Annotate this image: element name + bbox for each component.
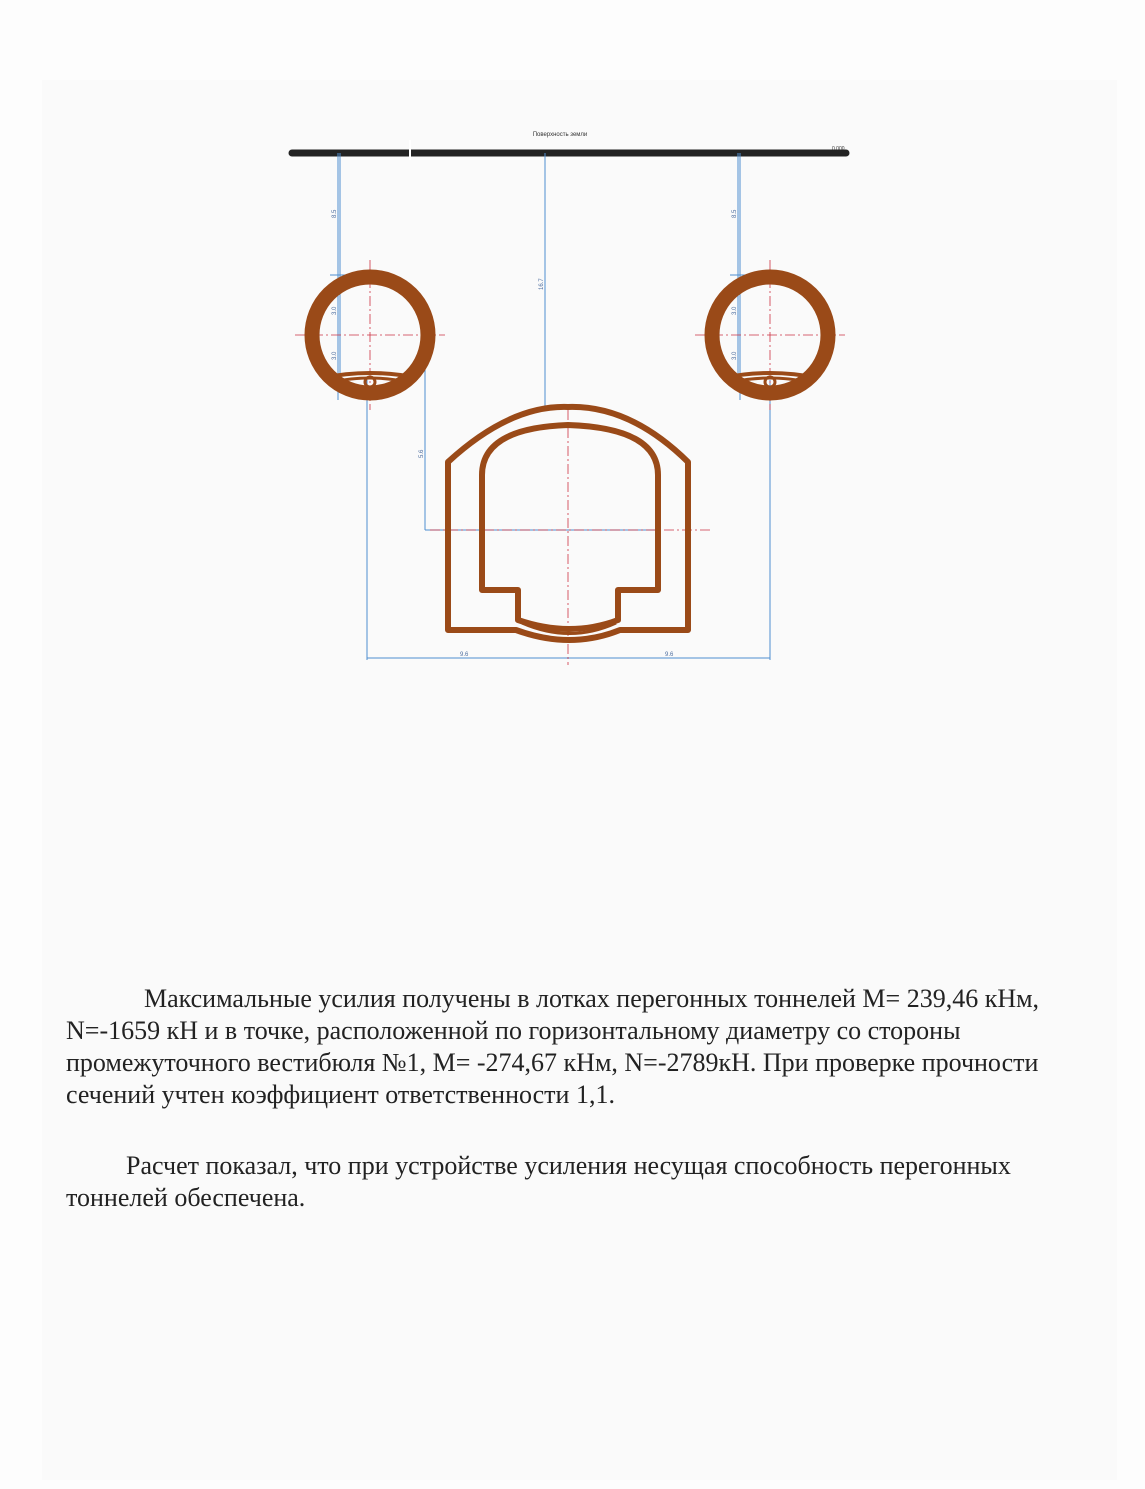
depth-center-label: 16.7 <box>539 278 545 290</box>
right-radius-label-1: 3.0 <box>732 306 738 315</box>
right-radius-label-2: 3.0 <box>732 351 738 360</box>
surface-mark: 0.000 <box>832 146 845 152</box>
span-left-label: 9.6 <box>460 652 469 658</box>
left-radius-label-1: 3.0 <box>332 306 338 315</box>
paragraph-max-forces: Максимальные усилия получены в лотках перегонных тоннелей М= 239,46 кНм, N=-1659 кН и в точке, расположенной по горизонтальному диаметру со стороны промежуточного вестибюля №1, М= -274,67 кНм, N=-2789кН. При проверке прочности сечений учтен коэффициент ответственности 1,1. <box>66 984 1040 1109</box>
depth-right-label: 8.5 <box>732 209 738 218</box>
span-right-label: 9.6 <box>665 652 674 658</box>
left-radius-label-2: 3.0 <box>332 351 338 360</box>
paragraph-conclusion: Расчет показал, что при устройстве усиления несущая способность перегонных тоннелей обеспечена. <box>66 1151 1011 1212</box>
tunnel-cross-section-drawing <box>270 120 870 680</box>
vestibule-offset-label: 5.6 <box>419 449 425 458</box>
axis-lines <box>295 260 845 665</box>
depth-left-label: 8.5 <box>332 209 338 218</box>
surface-label: Поверхность земли <box>532 132 588 138</box>
